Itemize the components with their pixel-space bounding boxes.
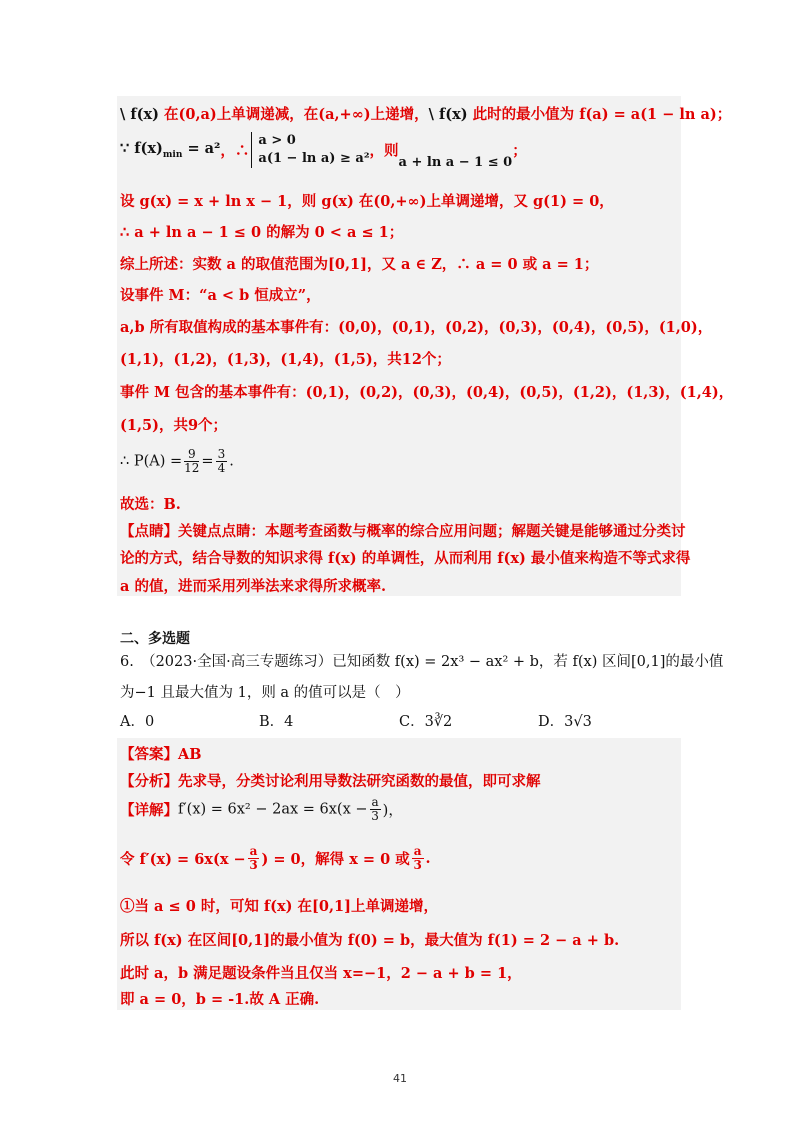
text: 令 f′(x) = 6x(x − [120,851,246,868]
analysis-line: 【分析】先求导，分类讨论利用导数法研究函数的最值，即可求解 [120,773,541,790]
detail-line-5: 此时 a，b 满足题设条件当且仅当 x=−1，2 − a + b = 1， [120,965,522,982]
text: a + ln a − 1 ≤ 0 [398,155,513,170]
text: ) = 0，解得 x = 0 或 [261,851,410,868]
text: 【详解】 [120,802,178,819]
solution-line-11 [120,448,234,475]
option-c: C．3∛2 [399,714,453,730]
solution-line-1 [120,103,731,124]
solution-line-12: 故选：B. [120,496,181,513]
answer-line: 【答案】AB [120,746,202,763]
solution-line-6: 设事件 M：“a < b 恒成立”， [120,287,321,304]
option-a: A．0 [120,714,155,730]
text: 此时的最小值为 f(a) = a(1 − ln a)； [472,106,732,123]
text: ，则 [369,142,399,160]
detail-line-2 [120,845,431,872]
detail-line-1 [120,796,403,823]
text: ，∴ [220,142,250,160]
solution-line-10: (1,5)，共9个； [120,417,228,434]
solution-line-8: (1,1)，(1,2)，(1,3)，(1,4)，(1,5)，共12个； [120,351,451,368]
fraction: $\frac{3}{4}$ [217,447,226,475]
fraction: $\frac{a}{3}$ [371,795,379,823]
inequality-system: a > 0 a(1 − ln a) ≥ a² [251,132,369,168]
text: ∴ P(A) = [120,453,183,470]
text: . [229,453,234,470]
text: . [425,850,431,867]
solution-line-3: 设 g(x) = x + ln x − 1，则 g(x) 在(0,+∞)上单调递增，又 g(1) = 0， [120,193,614,210]
detail-line-6: 即 a = 0，b = -1.故 A 正确. [120,991,320,1008]
text: \ f(x) [120,106,164,123]
question-line-1: 6. （2023·全国·高三专题练习）已知函数 f(x) = 2x³ − ax² + b，若 f(x) 区间[0,1]的最小值 [120,654,724,670]
fraction: $\frac{a}{3}$ [249,844,258,872]
text: f′(x) = 6x² − 2ax = 6x(x − [178,801,368,818]
detail-line-3: ①当 a ≤ 0 时，可知 f(x) 在[0,1]上单调递增， [120,898,438,915]
text: )， [382,803,403,819]
text: ； [512,142,527,160]
page-number: 41 [393,1072,407,1085]
solution-line-14: 论的方式，结合导数的知识求得 f(x) 的单调性，从而利用 f(x) 最小值来构造不等式求得 [120,550,691,567]
question-line-2: 为−1 且最大值为 1，则 a 的值可以是（ ） [120,685,410,701]
solution-line-4: ∴ a + ln a − 1 ≤ 0 的解为 0 < a ≤ 1； [120,224,404,241]
text: = [201,453,214,470]
solution-line-5: 综上所述：实数 a 的取值范围为[0,1]，又 a ∈ Z，∴ a = 0 或 a = 1； [120,256,599,273]
detail-line-4: 所以 f(x) 在区间[0,1]的最小值为 f(0) = b，最大值为 f(1) = 2 − a + b. [120,932,620,949]
fraction: $\frac{a}{3}$ [413,844,422,872]
solution-line-7: a,b 所有取值构成的基本事件有：(0,0)，(0,1)，(0,2)，(0,3)，(0,4)，(0,5)，(1,0)， [120,319,713,336]
solution-line-2 [120,132,527,176]
solution-line-15: a 的值，进而采用列举法来求得所求概率. [120,578,386,595]
text: ∵ $f(x)_{min} = a^2$ [120,140,221,160]
text: \ f(x) [428,106,473,123]
text: 在(0,a)上单调递减，在(a,+∞)上递增， [164,106,429,123]
option-b: B．4 [259,714,294,730]
solution-line-9: 事件 M 包含的基本事件有：(0,1)，(0,2)，(0,3)，(0,4)，(0,5)，(1,2)，(1,3)，(1,4)， [120,384,734,401]
option-d: D．3√3 [538,714,592,730]
solution-line-13: 【点睛】关键点点睛：本题考查函数与概率的综合应用问题；解题关键是能够通过分类讨 [120,523,686,540]
fraction: $\frac{9}{12}$ [184,447,200,475]
section-heading: 二、多选题 [120,631,190,647]
